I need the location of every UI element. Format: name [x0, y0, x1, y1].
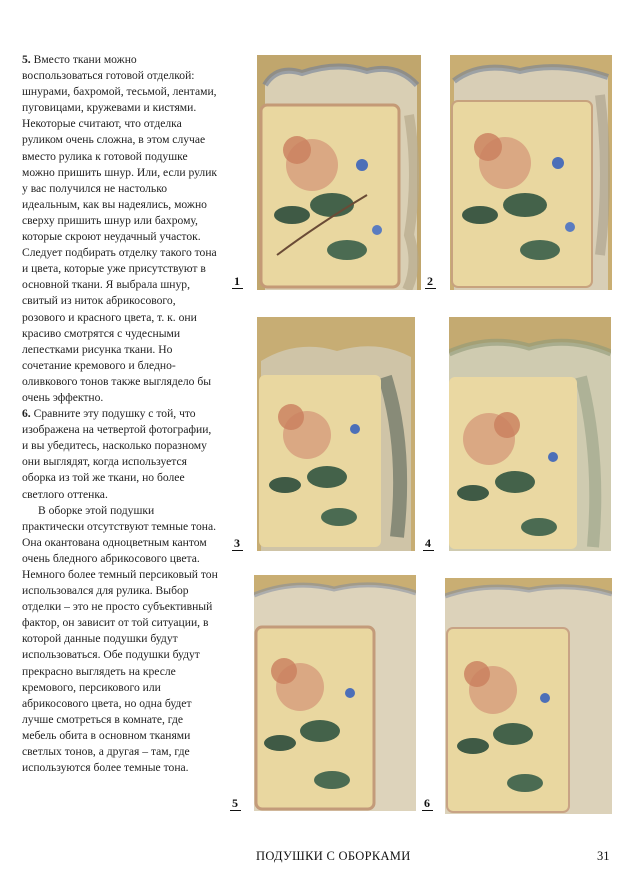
pillow-photo-5 — [254, 575, 416, 811]
paragraph-6-number: 6. — [22, 407, 31, 421]
pillow-photo-3 — [257, 317, 415, 551]
pillow-photo-1 — [257, 55, 421, 290]
paragraph-6-text: Сравните эту подушку с той, что изображена на четвертой фотографии, и вы убедитесь, насколько поразному они выглядят, когда используется оборка из той же ткани, но более светлого оттенка. — [22, 407, 212, 501]
paragraph-7: В оборке этой подушки практически отсутствуют темные тона. Она окантована одноцветным кантом очень бледного абрикосового цвета. Немного более темный персиковый тон использовался для рулика. Выбор отделки – это не просто субъективный фактор, он зависит от той ситуации, в которой данные подушки будут использоваться. Обе подушки будут прекрасно выглядеть на кресле кремового, персикового или абрикосового цвета, но одна будет лучше смотреться в комнате, где мебель обита в основном тканями светлых тонов, а другая – там, где используются более темные тона. — [22, 503, 218, 775]
paragraph-5 — [22, 52, 218, 406]
figure-label-3: 3 — [232, 537, 243, 551]
paragraph-5-number: 5. — [22, 53, 31, 66]
paragraph-6 — [22, 406, 218, 503]
figure-label-5: 5 — [230, 797, 241, 811]
pillow-photo-2 — [450, 55, 612, 290]
pillow-illustration — [257, 317, 415, 551]
body-text-column — [22, 52, 218, 776]
running-footer-title: ПОДУШКИ С ОБОРКАМИ — [256, 849, 411, 863]
figure-label-2: 2 — [425, 275, 436, 289]
figure-label-4: 4 — [423, 537, 434, 551]
pillow-illustration — [254, 575, 416, 811]
pillow-photo-6 — [445, 578, 612, 814]
page-number: 31 — [597, 849, 610, 863]
pillow-illustration — [257, 55, 421, 290]
pillow-illustration — [449, 317, 611, 551]
figure-label-6: 6 — [422, 797, 433, 811]
pillow-illustration — [445, 578, 612, 814]
pillow-photo-4 — [449, 317, 611, 551]
figure-label-1: 1 — [232, 275, 243, 289]
paragraph-5-text: Вместо ткани можно воспользоваться готовой отделкой: шнурами, бахромой, тесьмой, лентами, пуговицами, кружевами и кистями. Некоторые считают, что отделка руликом очень сложна, в этом случае вместо рулика к готовой подушке можно пришить шнур. Или, если рулик у вас получился не настолько идеальным, как вы надеялись, можно сверху пришить шнур или бахрому, которые скроют неудачный участок. Следует подбирать отделку такого тона и цвета, которые уже присутствуют в основной ткани. Я выбрала шнур, свитый из ниток абрикосового, розового и красного цвета, т. к. они красиво смотрятся с чудесными лепестками рисунка ткани. Но сочетание кремового и бледно-оливкового тонов также выглядело бы очень эффектно. — [22, 53, 218, 404]
pillow-illustration — [450, 55, 612, 290]
